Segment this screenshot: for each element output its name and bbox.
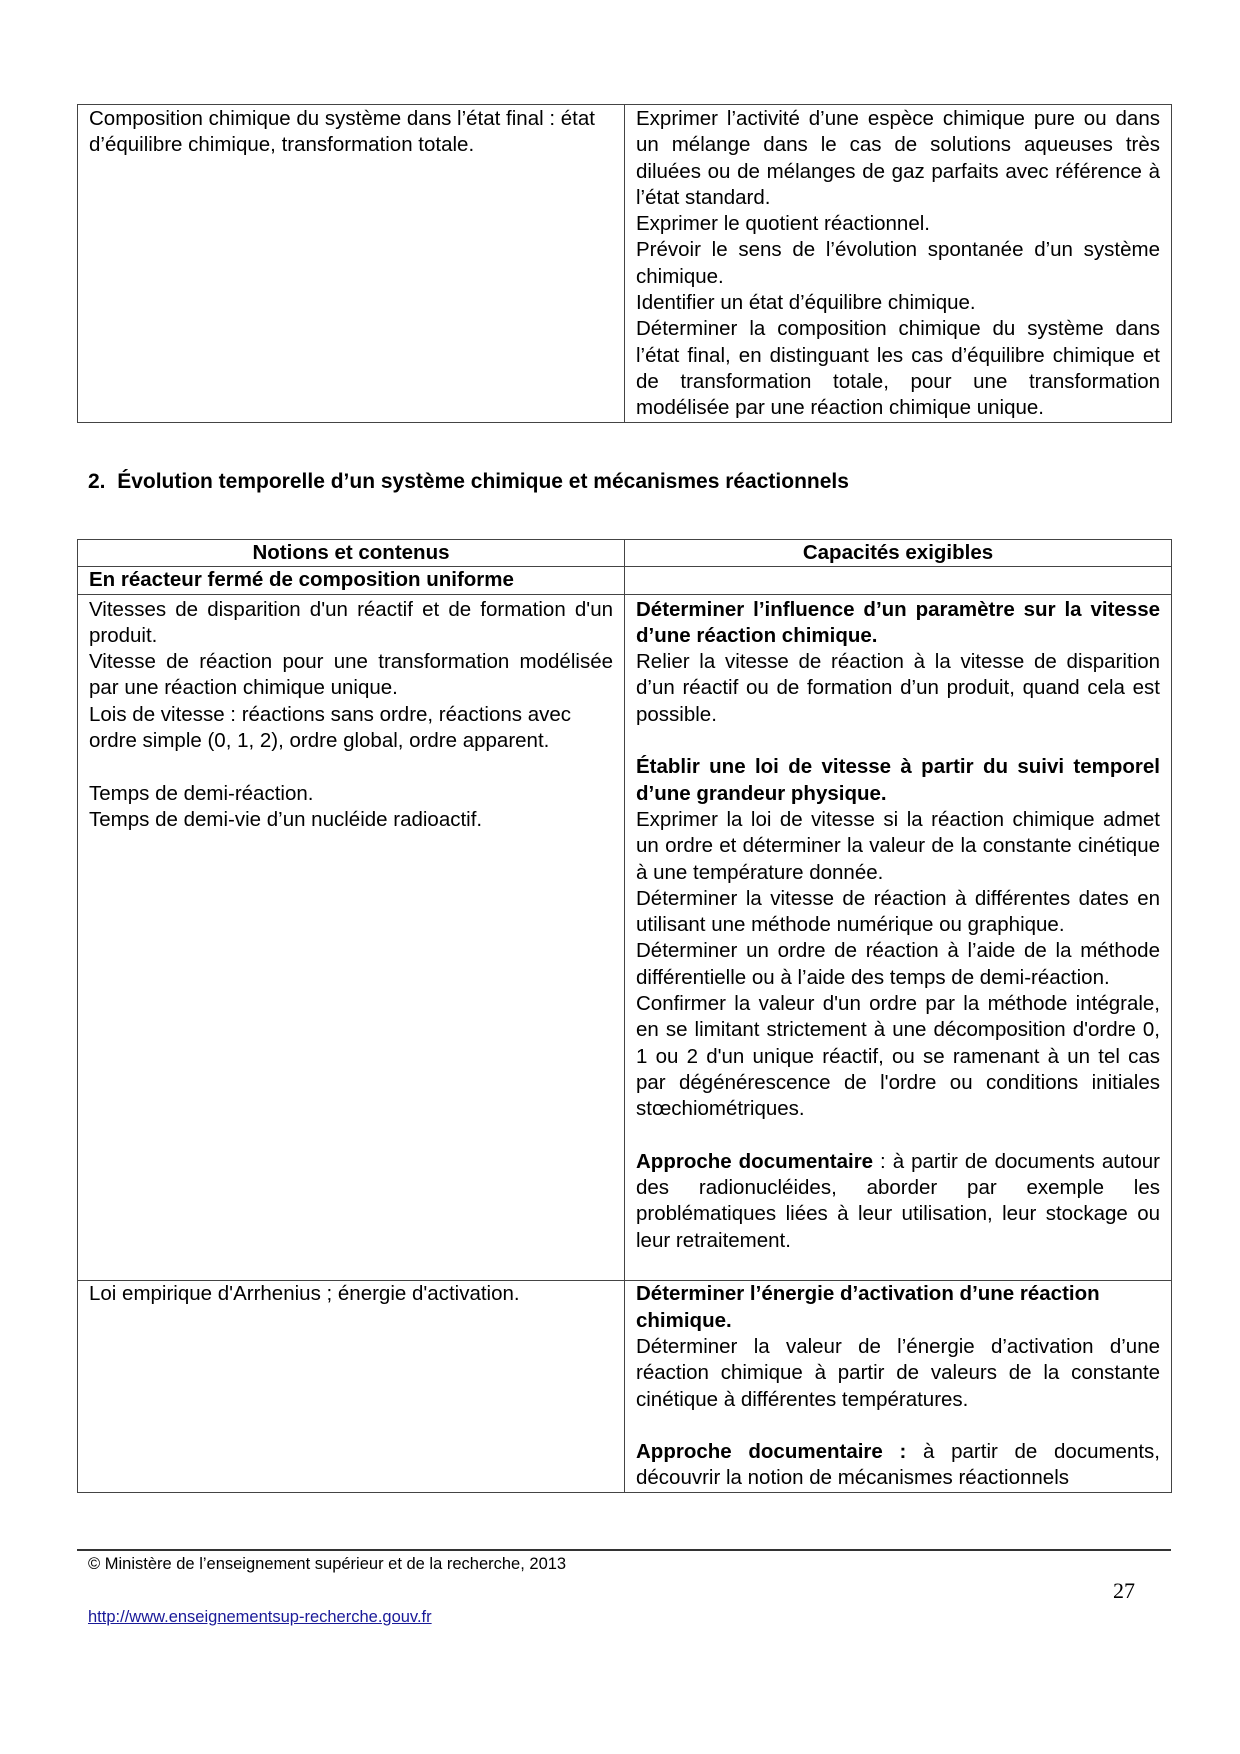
empty-cell (625, 567, 1172, 594)
approche-documentaire (636, 1439, 1160, 1492)
copyright-text: © Ministère de l’enseignement supérieur et de la recherche, 2013 (88, 1555, 567, 1573)
notions-cell (78, 594, 625, 1281)
approche-label: Approche documentaire : (636, 1440, 907, 1464)
spacer (89, 754, 613, 780)
capacite-title: Déterminer l’énergie d’activation d’une réaction chimique. (636, 1282, 1100, 1332)
footer-divider (77, 1549, 1171, 1551)
table-subheader-row (78, 567, 1172, 594)
notion-cell (78, 1281, 625, 1492)
approche-label: Approche documentaire (636, 1149, 874, 1173)
approche-text: à partir de documents, découvrir la notion de mécanismes réactionnels (636, 1440, 1161, 1490)
section-heading (88, 470, 849, 494)
capacite-item: Déterminer un ordre de réaction à l’aide de la méthode différentielle ou à l’aide des temps de demi-réaction. (636, 939, 1160, 989)
capacite-title: Déterminer l’influence d’un paramètre sur la vitesse d’une réaction chimique. (636, 597, 1160, 647)
column-header-capacites: Capacités exigibles (625, 540, 1172, 567)
continued-program-table (77, 104, 1172, 423)
notion-item: Loi empirique d'Arrhenius ; énergie d'activation. (89, 1282, 520, 1306)
capacite-item: Exprimer la loi de vitesse si la réaction chimique admet un ordre et déterminer la valeur de la constante cinétique à une température donnée. (636, 807, 1160, 884)
notion-item: Temps de demi-réaction. (89, 781, 314, 805)
spacer (636, 1413, 1160, 1439)
notion-item: Lois de vitesse : réactions sans ordre, réactions avec ordre simple (0, 1, 2), ordre global, ordre apparent. (89, 702, 571, 753)
page-number: 27 (1113, 1578, 1135, 1603)
capacites-cell (625, 105, 1172, 423)
table-row (78, 594, 1172, 1281)
column-header-notions: Notions et contenus (78, 540, 625, 567)
approche-text: : à partir de documents autour des radionucléides, aborder par exemple les problématiques liées à leur utilisation, leur stockage ou leur retraitement. (636, 1149, 1160, 1252)
table-header-row (78, 540, 1172, 567)
notion-item: Vitesse de réaction pour une transformation modélisée par une réaction chimique unique. (89, 650, 613, 700)
capacite-item: Prévoir le sens de l’évolution spontanée d’un système chimique. (636, 238, 1160, 288)
capacite-item: Identifier un état d’équilibre chimique. (636, 291, 976, 315)
approche-documentaire (636, 1149, 1160, 1254)
notion-text: Composition chimique du système dans l’état final : état d’équilibre chimique, transformation totale. (89, 107, 595, 157)
table-row (78, 1281, 1172, 1492)
capacite-item: Exprimer l’activité d’une espèce chimique pure ou dans un mélange dans le cas de solutions aqueuses très diluées ou de mélanges de gaz parfaits avec référence à l’état standard. (636, 107, 1160, 209)
capacite-item: Déterminer la composition chimique du système dans l’état final, en distinguant les cas d’équilibre chimique et de transformation totale, pour une transformation modélisée par une réaction chimique unique. (636, 317, 1160, 420)
spacer (636, 728, 1160, 754)
table-row (78, 105, 1172, 423)
subheader-cell: En réacteur fermé de composition uniforme (78, 567, 625, 594)
capacite-item: Exprimer le quotient réactionnel. (636, 212, 930, 236)
website-link[interactable]: http://www.enseignementsup-recherche.gouv.fr (88, 1608, 432, 1626)
section-number: 2. (88, 470, 106, 493)
notion-item: Temps de demi-vie d’un nucléide radioactif. (89, 807, 483, 831)
section-title: Évolution temporelle d’un système chimique et mécanismes réactionnels (117, 470, 849, 493)
program-table (77, 539, 1172, 1493)
capacites-cell (625, 1281, 1172, 1492)
capacite-item: Déterminer la vitesse de réaction à différentes dates en utilisant une méthode numérique ou graphique. (636, 886, 1160, 937)
capacite-title: Établir une loi de vitesse à partir du suivi temporel d’une grandeur physique. (636, 755, 1160, 805)
capacite-item: Relier la vitesse de réaction à la vitesse de disparition d’un réactif ou de formation d’un produit, quand cela est possible. (636, 650, 1160, 726)
capacites-cell (625, 594, 1172, 1281)
spacer (636, 1254, 1160, 1280)
notion-cell (78, 105, 625, 423)
spacer (636, 1123, 1160, 1149)
notion-item: Vitesses de disparition d'un réactif et de formation d'un produit. (89, 597, 613, 647)
capacite-item: Déterminer la valeur de l’énergie d’activation d’une réaction chimique à partir de valeurs de la constante cinétique à différentes températures. (636, 1334, 1160, 1411)
capacite-item: Confirmer la valeur d'un ordre par la méthode intégrale, en se limitant strictement à une décomposition d'ordre 0, 1 ou 2 d'un unique réactif, ou se ramenant à un tel cas par dégénérescence de l'ordre ou conditions initiales stœchiométriques. (636, 992, 1160, 1121)
